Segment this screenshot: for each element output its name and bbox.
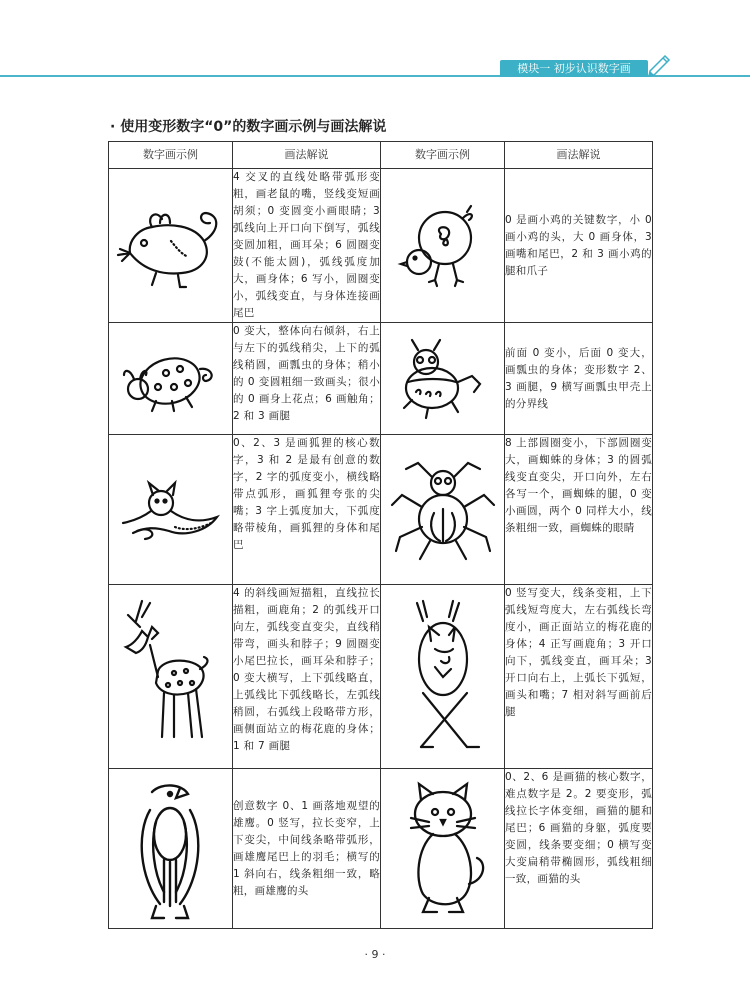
method-text: 4 的斜线画短描粗，直线拉长描粗，画鹿角；2 的弧线开口向左，弧线变直变尖，直线稍带弯，画头和脖子；9 圆圈变小尾巴拉长，画耳朵和脖子；0 变大横写，上下弧线略直，上弧线比下弧线略长，左弧线稍圆，右弧线上段略带方形，画侧面站立的梅花鹿的身体；1 和 7 画腿 — [233, 585, 381, 769]
cat-drawing — [381, 769, 505, 929]
header-method-right: 画法解说 — [505, 142, 653, 169]
examples-table — [108, 141, 653, 929]
header-method-left: 画法解说 — [233, 142, 381, 169]
table-row — [109, 323, 653, 435]
table-row — [109, 169, 653, 323]
module-tag: 模块一 初步认识数字画 — [500, 60, 648, 77]
method-text: 0 竖写变大，线条变粗，上下弧线短弯度大，左右弧线长弯度小，画正面站立的梅花鹿的身体；4 正写画鹿角；3 开口向下，弧线变直，画耳朵；3 开口向右上，上弧长下弧短，画头和嘴；7 相对斜写画前后腿 — [505, 585, 653, 769]
method-text: 8 上部圆圈变小，下部圆圈变大，画蜘蛛的身体；3 的圆弧线变直变尖，开口向外，左右各写一个，画蜘蛛的腿，0 变小画圆，两个 0 同样大小，线条粗细一致，画蜘蛛的眼睛 — [505, 435, 653, 585]
chick-drawing — [381, 169, 505, 323]
table-header-row — [109, 142, 653, 169]
section-heading: · 使用变形数字“0”的数字画示例与画法解说 — [110, 119, 387, 135]
pencil-icon — [646, 54, 672, 80]
method-text: 0 变大，整体向右倾斜，右上与左下的弧线稍尖，上下的弧线稍圆，画瓢虫的身体；稍小的 0 变圆粗细一致画头；很小的 0 画身上花点；6 画触角；2 和 3 画腿 — [233, 323, 381, 435]
header-example-right: 数字画示例 — [381, 142, 505, 169]
method-text: 0 是画小鸡的关键数字，小 0 画小鸡的头，大 0 画身体，3 画嘴和尾巴，2 和 3 画小鸡的腿和爪子 — [505, 169, 653, 323]
table-row — [109, 585, 653, 769]
fox-drawing — [109, 435, 233, 585]
deer-drawing — [109, 585, 233, 769]
method-text: 创意数字 0、1 画落地观望的雄鹰。0 竖写，拉长变窄，上下变尖，中间线条略带弧形，画雄鹰尾巴上的羽毛；横写的 1 斜向右，线条粗细一致，略粗，画雄鹰的头 — [233, 769, 381, 929]
module-header-bar — [0, 60, 750, 78]
deer2-drawing — [381, 585, 505, 769]
method-text: 前面 0 变小，后面 0 变大，画瓢虫的身体；变形数字 2、3 画腿，9 横写画瓢虫甲壳上的分界线 — [505, 323, 653, 435]
table-row — [109, 769, 653, 929]
method-text: 0、2、3 是画狐狸的核心数字，3 和 2 是最有创意的数字，2 字的弧度变小，横线略带点弧形，画狐狸夸张的尖嘴；3 字上弧度加大，下弧度略带棱角，画狐狸的身体和尾巴 — [233, 435, 381, 585]
mouse-drawing — [109, 169, 233, 323]
eagle-drawing — [109, 769, 233, 929]
spider-drawing — [381, 435, 505, 585]
page-number: · 9 · — [364, 948, 386, 961]
table-row — [109, 435, 653, 585]
header-example-left: 数字画示例 — [109, 142, 233, 169]
method-text: 0、2、6 是画猫的核心数字，难点数字是 2。2 要变形，弧线拉长字体变细，画猫的腿和尾巴；6 画猫的身躯，弧度要变圆，线条要变细；0 横写变大变扁稍带椭圆形，弧线粗细一致，画猫的头 — [505, 769, 653, 929]
method-text: 4 交叉的直线处略带弧形变粗，画老鼠的嘴，竖线变短画胡须；0 变圆变小画眼睛；3 弧线向上开口向下倒写，弧线变圆加粗，画耳朵；6 圆圈变鼓(不能太圆)，弧线弧度加大，画身体；6 写小，圆圈变小，弧线变直，与身体连接画尾巴 — [233, 169, 381, 323]
ladybug-drawing — [109, 323, 233, 435]
ladybug2-drawing — [381, 323, 505, 435]
